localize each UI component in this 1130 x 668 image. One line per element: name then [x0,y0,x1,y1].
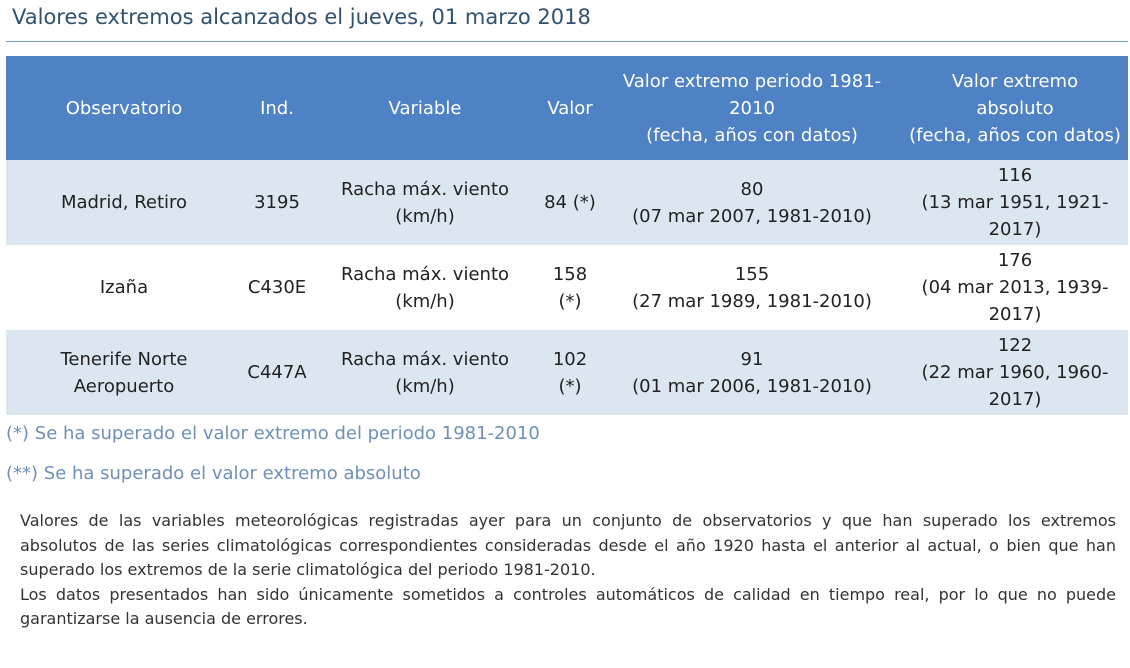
header-periodo-line: Valor extremo periodo 1981- [622,70,882,92]
cell-text: (km/h) [395,205,455,227]
cell-text: (04 mar 2013, 1939- [921,277,1109,298]
cell-text: 80 [740,178,764,200]
table-row [6,330,1128,415]
footnote-periodo: (*) Se ha superado el valor extremo del periodo 1981-2010 [6,423,540,444]
cell-text: Racha máx. viento [340,348,510,370]
cell-observatorio [6,330,242,415]
description [20,509,1116,632]
cell-text: Racha máx. viento [340,178,510,200]
cell-text: (13 mar 1951, 1921- [921,192,1109,213]
cell-text: 91 [740,348,764,370]
cell-text: 2017) [988,389,1042,410]
description-line: absolutos de las series climatológicas correspondientes consideradas desde el año 1920 hasta el anterior al actual, o bien que han [20,535,1116,555]
cell-absoluto [902,160,1128,245]
cell-variable [312,245,538,330]
cell-text: (22 mar 1960, 1960- [921,362,1109,383]
cell-text: 176 [997,250,1033,271]
cell-text: 116 [997,165,1033,186]
extremes-table [6,56,1128,415]
cell-text: (km/h) [395,290,455,312]
cell-text: (*) [558,290,582,312]
header-ind: Ind. [242,56,312,160]
cell-text: 102 [552,348,588,370]
table-header [6,56,1128,160]
description-line: Los datos presentados han sido únicamente sometidos a controles automáticos de calidad en tiempo real, por lo que no puede [20,584,1116,604]
cell-variable [312,160,538,245]
cell-ind: C447A [242,330,312,415]
cell-text: 2017) [988,219,1042,240]
header-valor: Valor [538,56,602,160]
cell-text: (*) [558,375,582,397]
cell-periodo [602,245,902,330]
page-title-bar [6,0,1128,42]
footnote-absoluto: (**) Se ha superado el valor extremo absoluto [6,463,421,484]
cell-absoluto [902,330,1128,415]
header-periodo-line: 2010 [729,97,775,119]
cell-text: (27 mar 1989, 1981-2010) [632,290,872,312]
cell-text: (km/h) [395,375,455,397]
description-line: superado los extremos de la serie climatológica del periodo 1981-2010. [20,560,596,579]
cell-text: Tenerife Norte [60,348,188,370]
cell-text: (07 mar 2007, 1981-2010) [632,205,872,227]
header-periodo-line: (fecha, años con datos) [646,124,858,146]
table-body [6,160,1128,415]
cell-valor [538,330,602,415]
cell-text: Aeropuerto [73,375,175,397]
table-row [6,160,1128,245]
header-observatorio: Observatorio [6,56,242,160]
cell-ind: 3195 [242,160,312,245]
cell-variable [312,330,538,415]
cell-observatorio [6,160,242,245]
cell-text: Madrid, Retiro [60,192,188,213]
cell-text: 155 [734,263,770,285]
cell-ind: C430E [242,245,312,330]
header-absoluto-line: absoluto [976,97,1054,119]
cell-periodo [602,160,902,245]
cell-text: 158 [552,263,588,285]
cell-text: 84 (*) [544,192,596,213]
header-row [6,56,1128,160]
header-absoluto-line: Valor extremo [951,70,1079,92]
cell-observatorio [6,245,242,330]
table-row [6,245,1128,330]
header-periodo [602,56,902,160]
description-line: garantizarse la ausencia de errores. [20,609,308,628]
description-line: Valores de las variables meteorológicas registradas ayer para un conjunto de observatorios y que han superado los extremos [20,511,1116,530]
cell-valor [538,245,602,330]
header-absoluto [902,56,1128,160]
cell-text: 122 [997,335,1033,356]
cell-absoluto [902,245,1128,330]
cell-periodo [602,330,902,415]
header-variable: Variable [312,56,538,160]
page-title: Valores extremos alcanzados el jueves, 01 marzo 2018 [12,5,591,29]
cell-text: Racha máx. viento [340,263,510,285]
cell-text: (01 mar 2006, 1981-2010) [632,375,872,397]
cell-valor [538,160,602,245]
cell-text: Izaña [99,277,149,298]
header-absoluto-line: (fecha, años con datos) [909,124,1121,146]
cell-text: 2017) [988,304,1042,325]
